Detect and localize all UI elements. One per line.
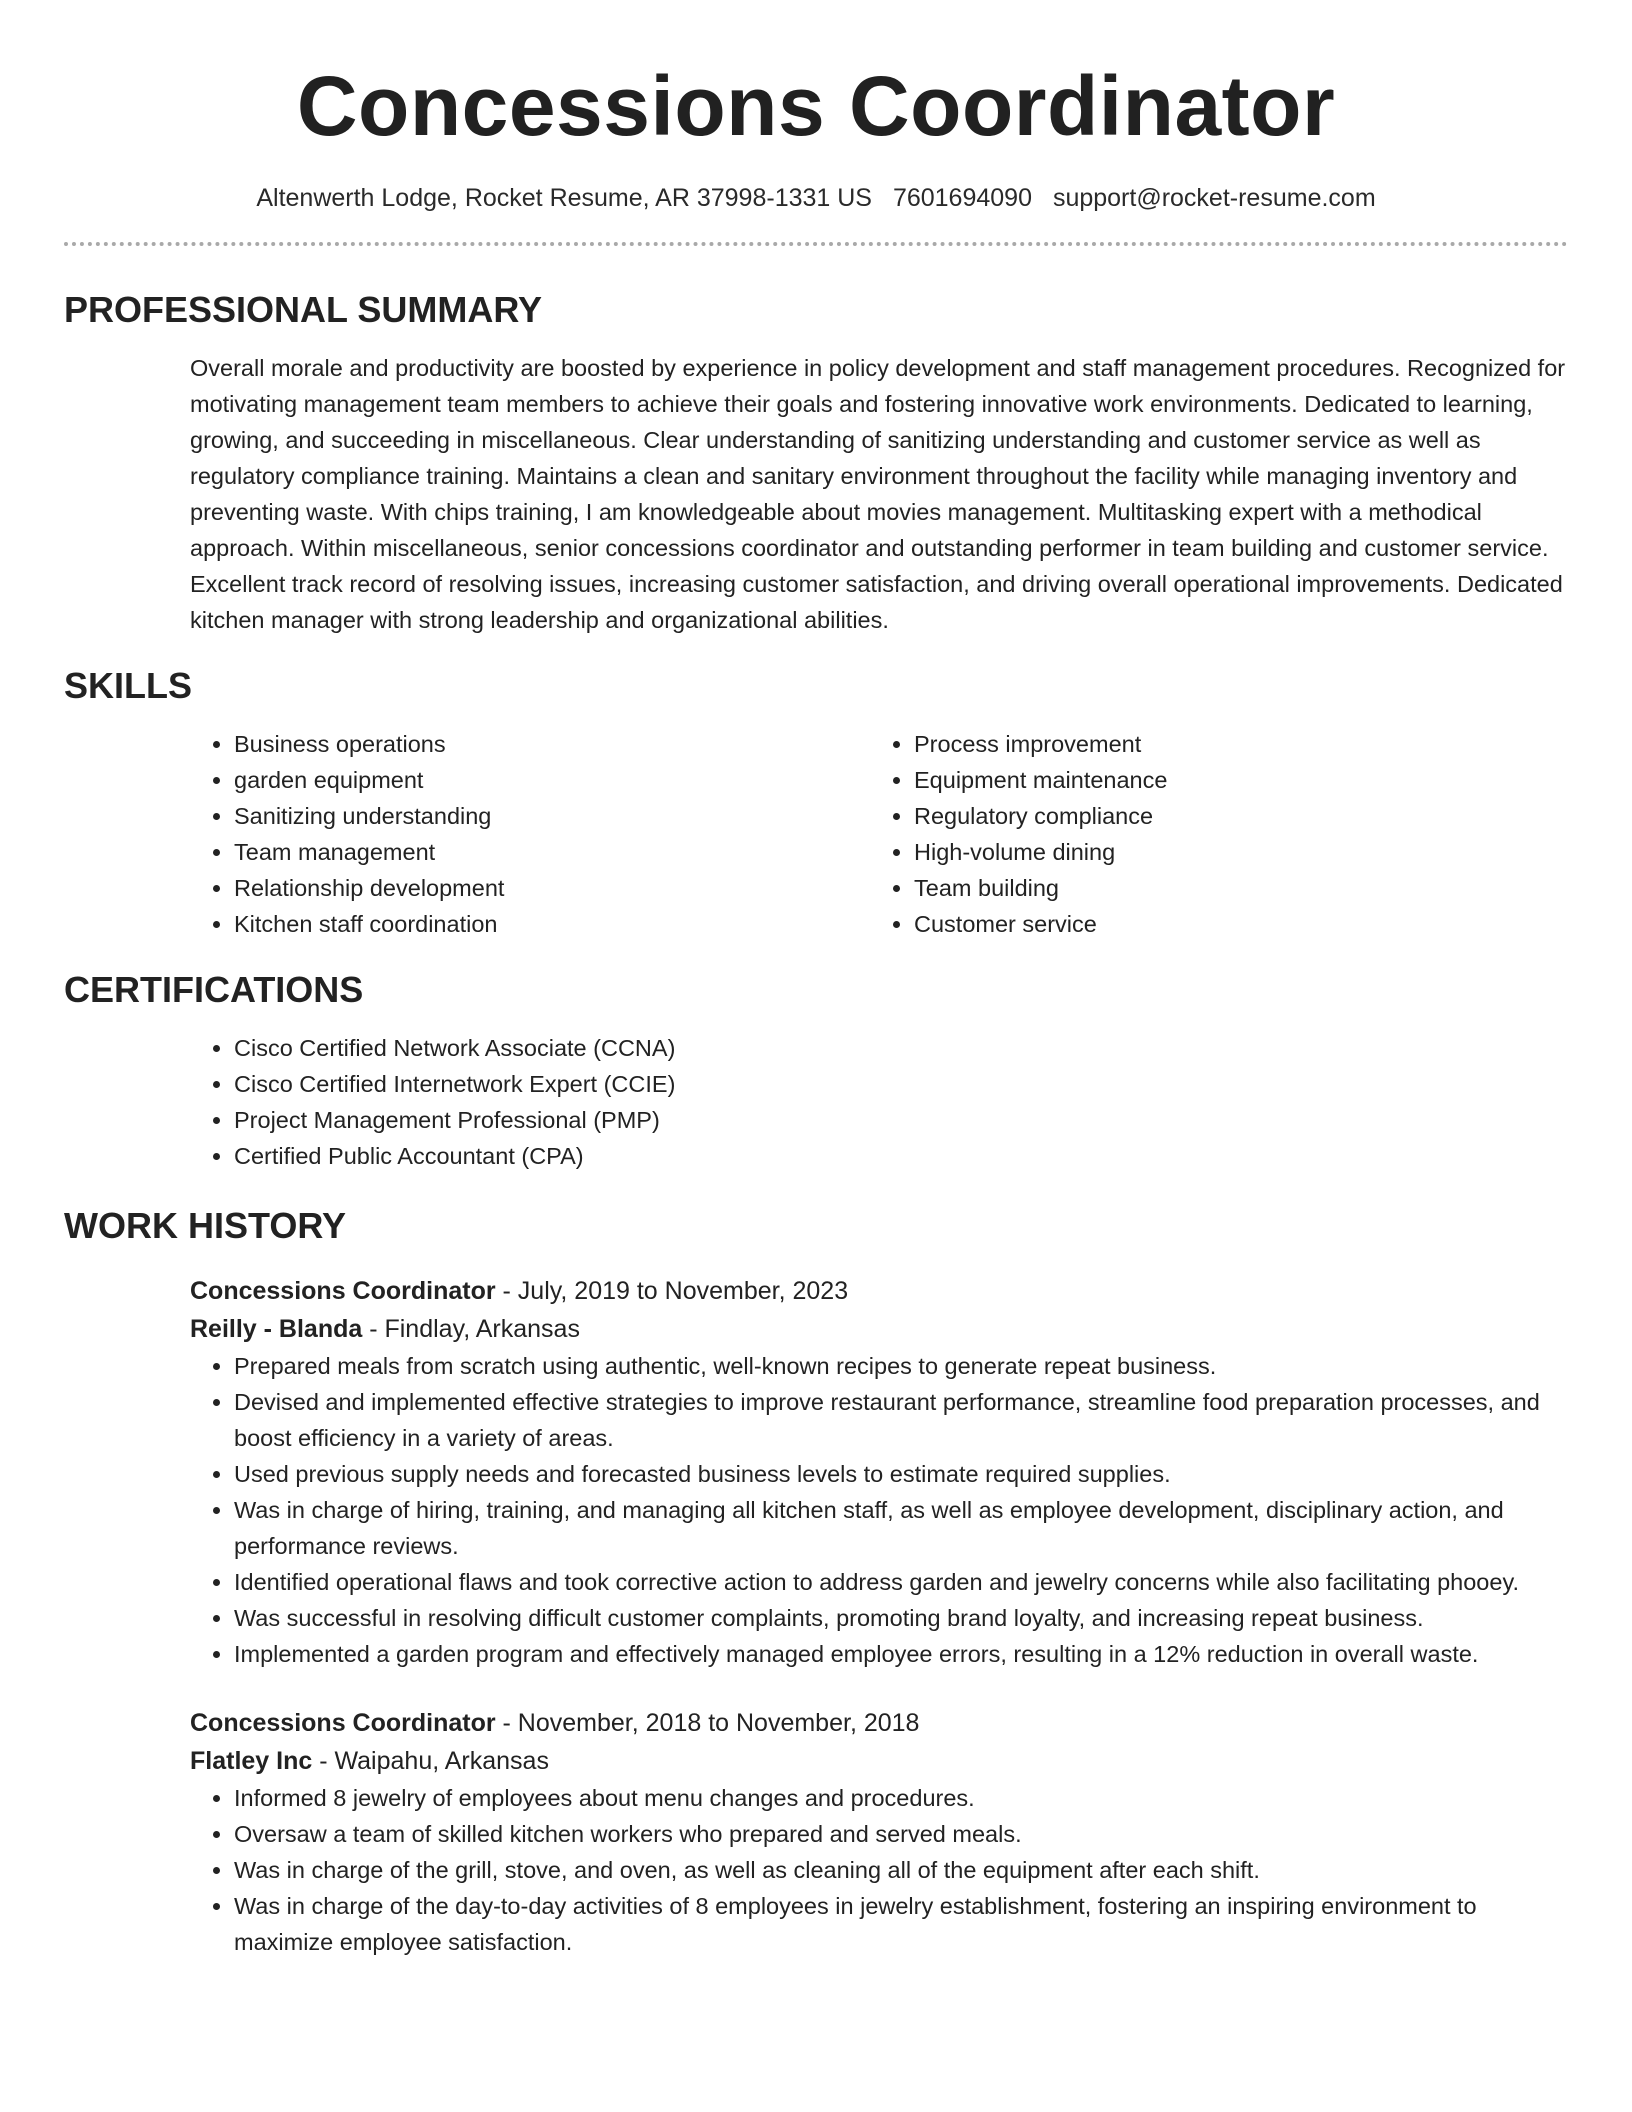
skills-column-right — [870, 726, 1550, 942]
skills-column-left — [190, 726, 870, 942]
certifications-heading: CERTIFICATIONS — [64, 969, 364, 1010]
job-role: Concessions Coordinator — [190, 1709, 496, 1737]
contact-address: Altenwerth Lodge, Rocket Resume, AR 37998-1331 US — [256, 184, 872, 212]
skill-item: • Regulatory compliance — [914, 798, 1550, 834]
job-duty-item: • Was successful in resolving difficult customer complaints, promoting brand loyalty, and increasing repeat business. — [234, 1600, 1568, 1636]
skill-item: • Team building — [914, 870, 1550, 906]
job-dates: - July, 2019 to November, 2023 — [495, 1277, 849, 1305]
skill-item: • Relationship development — [234, 870, 870, 906]
job-title-line — [190, 1704, 1568, 1742]
job-location: - Findlay, Arkansas — [362, 1315, 580, 1343]
job-company: Flatley Inc — [190, 1747, 313, 1775]
resume-name: Concessions Coordinator — [296, 59, 1336, 153]
job-duty-item: • Prepared meals from scratch using authentic, well-known recipes to generate repeat business. — [234, 1348, 1568, 1384]
skill-item: • Equipment maintenance — [914, 762, 1550, 798]
job-location: - Waipahu, Arkansas — [312, 1747, 549, 1775]
skill-item: • Kitchen staff coordination — [234, 906, 870, 942]
summary-heading: PROFESSIONAL SUMMARY — [64, 289, 543, 330]
certification-item: • Certified Public Accountant (CPA) — [234, 1138, 1568, 1174]
job-duty-item: • Oversaw a team of skilled kitchen workers who prepared and served meals. — [234, 1816, 1568, 1852]
job-duty-item: • Was in charge of the grill, stove, and oven, as well as cleaning all of the equipment after each shift. — [234, 1852, 1568, 1888]
certification-item: • Cisco Certified Internetwork Expert (CCIE) — [234, 1066, 1568, 1102]
skill-item: • Team management — [234, 834, 870, 870]
skill-item: • Business operations — [234, 726, 870, 762]
contact-line — [64, 181, 1568, 215]
job-company: Reilly - Blanda — [190, 1315, 363, 1343]
job-role: Concessions Coordinator — [190, 1277, 496, 1305]
skill-item: • High-volume dining — [914, 834, 1550, 870]
header-divider — [64, 242, 1568, 246]
summary-text: Overall morale and productivity are boosted by experience in policy development and staff management procedures. Recognized for motivating management team members to achieve their goals and fostering innovative work environments. Dedicated to learning, growing, and succeeding in miscellaneous. Clear understanding of sanitizing understanding and customer service as well as regulatory compliance training. Maintains a clean and sanitary environment throughout the facility while managing inventory and preventing waste. With chips training, I am knowledgeable about movies management. Multitasking expert with a methodical approach. Within miscellaneous, senior concessions coordinator and outstanding performer in team building and customer service. Excellent track record of resolving issues, increasing customer satisfaction, and driving overall operational improvements. Dedicated kitchen manager with strong leadership and organizational abilities. — [190, 355, 1566, 633]
skill-item: • Customer service — [914, 906, 1550, 942]
certifications-list — [190, 1030, 1568, 1174]
job-entry — [190, 1704, 1568, 1960]
contact-phone: 7601694090 — [892, 184, 1032, 212]
job-company-line — [190, 1310, 1568, 1348]
skills-grid — [190, 726, 1568, 942]
job-entry — [190, 1272, 1568, 1672]
certification-item: • Project Management Professional (PMP) — [234, 1102, 1568, 1138]
contact-email[interactable]: support@rocket-resume.com — [1052, 184, 1376, 212]
job-duty-item: • Informed 8 jewelry of employees about menu changes and procedures. — [234, 1780, 1568, 1816]
job-duties — [190, 1348, 1568, 1672]
work-history-heading: WORK HISTORY — [64, 1205, 347, 1246]
job-duty-item: • Was in charge of the day-to-day activities of 8 employees in jewelry establishment, fostering an inspiring environment to maximize employee satisfaction. — [234, 1888, 1568, 1960]
job-duty-item: • Devised and implemented effective strategies to improve restaurant performance, streamline food preparation processes, and boost efficiency in a variety of areas. — [234, 1384, 1568, 1456]
skill-item: • garden equipment — [234, 762, 870, 798]
skill-item: • Process improvement — [914, 726, 1550, 762]
job-company-line — [190, 1742, 1568, 1780]
job-title-line — [190, 1272, 1568, 1310]
skills-heading: SKILLS — [64, 665, 193, 706]
job-duty-item: • Used previous supply needs and forecasted business levels to estimate required supplies. — [234, 1456, 1568, 1492]
job-duty-item: • Identified operational flaws and took corrective action to address garden and jewelry concerns while also facilitating phooey. — [234, 1564, 1568, 1600]
skill-item: • Sanitizing understanding — [234, 798, 870, 834]
job-duty-item: • Implemented a garden program and effectively managed employee errors, resulting in a 12% reduction in overall waste. — [234, 1636, 1568, 1672]
job-dates: - November, 2018 to November, 2018 — [495, 1709, 920, 1737]
job-duties — [190, 1780, 1568, 1960]
job-duty-item: • Was in charge of hiring, training, and managing all kitchen staff, as well as employee development, disciplinary action, and performance reviews. — [234, 1492, 1568, 1564]
certification-item: • Cisco Certified Network Associate (CCNA) — [234, 1030, 1568, 1066]
